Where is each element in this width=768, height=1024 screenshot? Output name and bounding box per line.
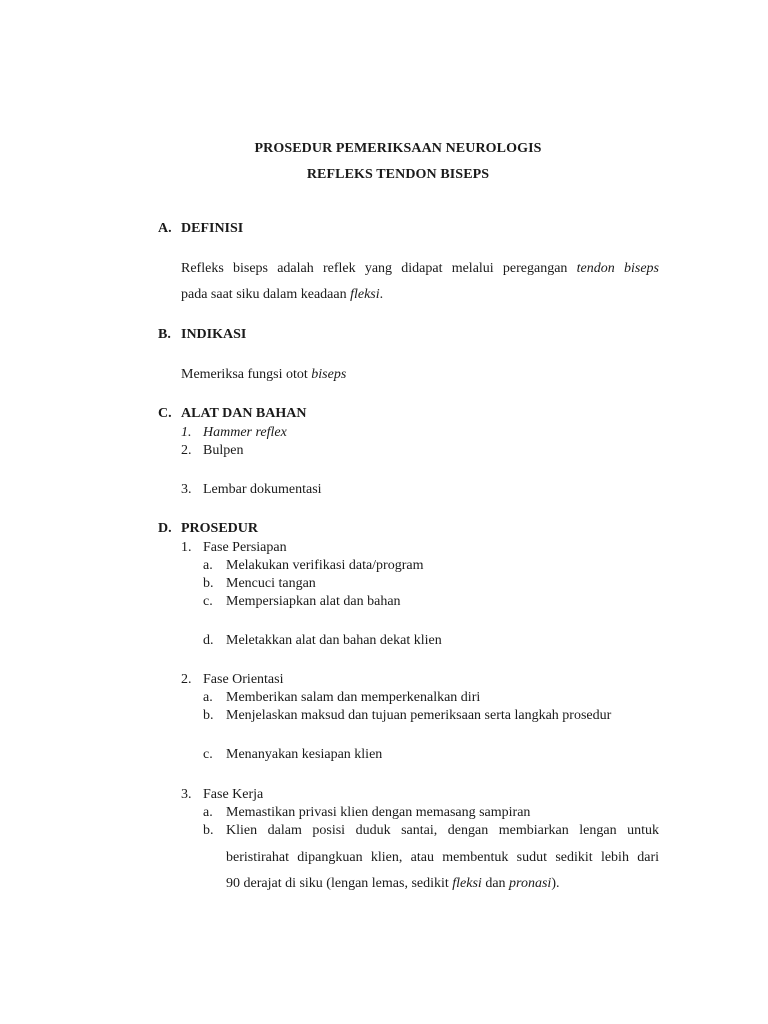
step-text: Mempersiapkan alat dan bahan (226, 594, 401, 609)
section-c-heading: ALAT DAN BAHAN (181, 406, 307, 421)
step-text-part: dan (485, 876, 506, 891)
step-text-part: ). (551, 876, 560, 891)
tool-item-lembar: Lembar dokumentasi (203, 482, 322, 497)
definition-line-2 (181, 286, 383, 304)
term-pronasi: pronasi (509, 876, 552, 891)
step-text: Meletakkan alat dan bahan dekat klien (226, 633, 442, 648)
document-title: PROSEDUR PEMERIKSAAN NEUROLOGIS (254, 141, 542, 156)
definition-term-tendon: tendon biseps (576, 261, 659, 276)
step-text: Mencuci tangan (226, 576, 316, 591)
step-text: Memastikan privasi klien dengan memasang sampiran (226, 805, 531, 820)
step-letter: a. (203, 558, 213, 573)
step-text-line-3 (226, 875, 560, 893)
section-b-letter: B. (158, 327, 171, 342)
phase-title-orientasi: Fase Orientasi (203, 672, 284, 687)
tool-item-bulpen: Bulpen (203, 443, 244, 458)
indication-term-biseps: biseps (311, 367, 347, 382)
phase-number: 3. (181, 787, 192, 802)
term-fleksi: fleksi (452, 876, 482, 891)
section-a-heading: DEFINISI (181, 221, 244, 236)
step-text: Menjelaskan maksud dan tujuan pemeriksaan serta langkah prosedur (226, 708, 612, 723)
step-text-line-1: Klien dalam posisi duduk santai, dengan membiarkan lengan untuk (226, 823, 659, 838)
phase-title-persiapan: Fase Persiapan (203, 540, 287, 555)
step-letter: c. (203, 594, 213, 609)
step-letter: b. (203, 823, 214, 838)
tool-item-number: 2. (181, 443, 192, 458)
step-letter: a. (203, 805, 213, 820)
step-text: Memberikan salam dan memperkenalkan diri (226, 690, 481, 705)
definition-text-2: pada saat siku dalam keadaan (181, 287, 347, 302)
step-text: Melakukan verifikasi data/program (226, 558, 424, 573)
step-text-part: 90 derajat di siku (lengan lemas, sedikit (226, 876, 449, 891)
step-letter: c. (203, 747, 213, 762)
section-b-heading: INDIKASI (181, 327, 247, 342)
step-letter: b. (203, 576, 214, 591)
definition-line-1 (181, 260, 659, 278)
definition-text: Refleks biseps adalah reflek yang didapat melalui peregangan (181, 261, 568, 276)
phase-number: 2. (181, 672, 192, 687)
tool-item-number: 3. (181, 482, 192, 497)
step-letter: b. (203, 708, 214, 723)
section-c-letter: C. (158, 406, 172, 421)
indication-text (181, 366, 346, 384)
step-text-line-2: beristirahat dipangkuan klien, atau membentuk sudut sedikit lebih dari (226, 850, 659, 865)
section-a-letter: A. (158, 221, 172, 236)
tool-item-hammer: Hammer reflex (203, 425, 287, 440)
step-letter: d. (203, 633, 214, 648)
phase-title-kerja: Fase Kerja (203, 787, 264, 802)
section-d-letter: D. (158, 521, 172, 536)
step-letter: a. (203, 690, 213, 705)
section-d-heading: PROSEDUR (181, 521, 259, 536)
document-subtitle: REFLEKS TENDON BISEPS (306, 167, 490, 182)
definition-period: . (379, 287, 384, 302)
phase-number: 1. (181, 540, 192, 555)
definition-term-fleksi: fleksi (350, 287, 380, 302)
indication-text-main: Memeriksa fungsi otot (181, 367, 308, 382)
step-text: Menanyakan kesiapan klien (226, 747, 383, 762)
tool-item-number: 1. (181, 425, 192, 440)
